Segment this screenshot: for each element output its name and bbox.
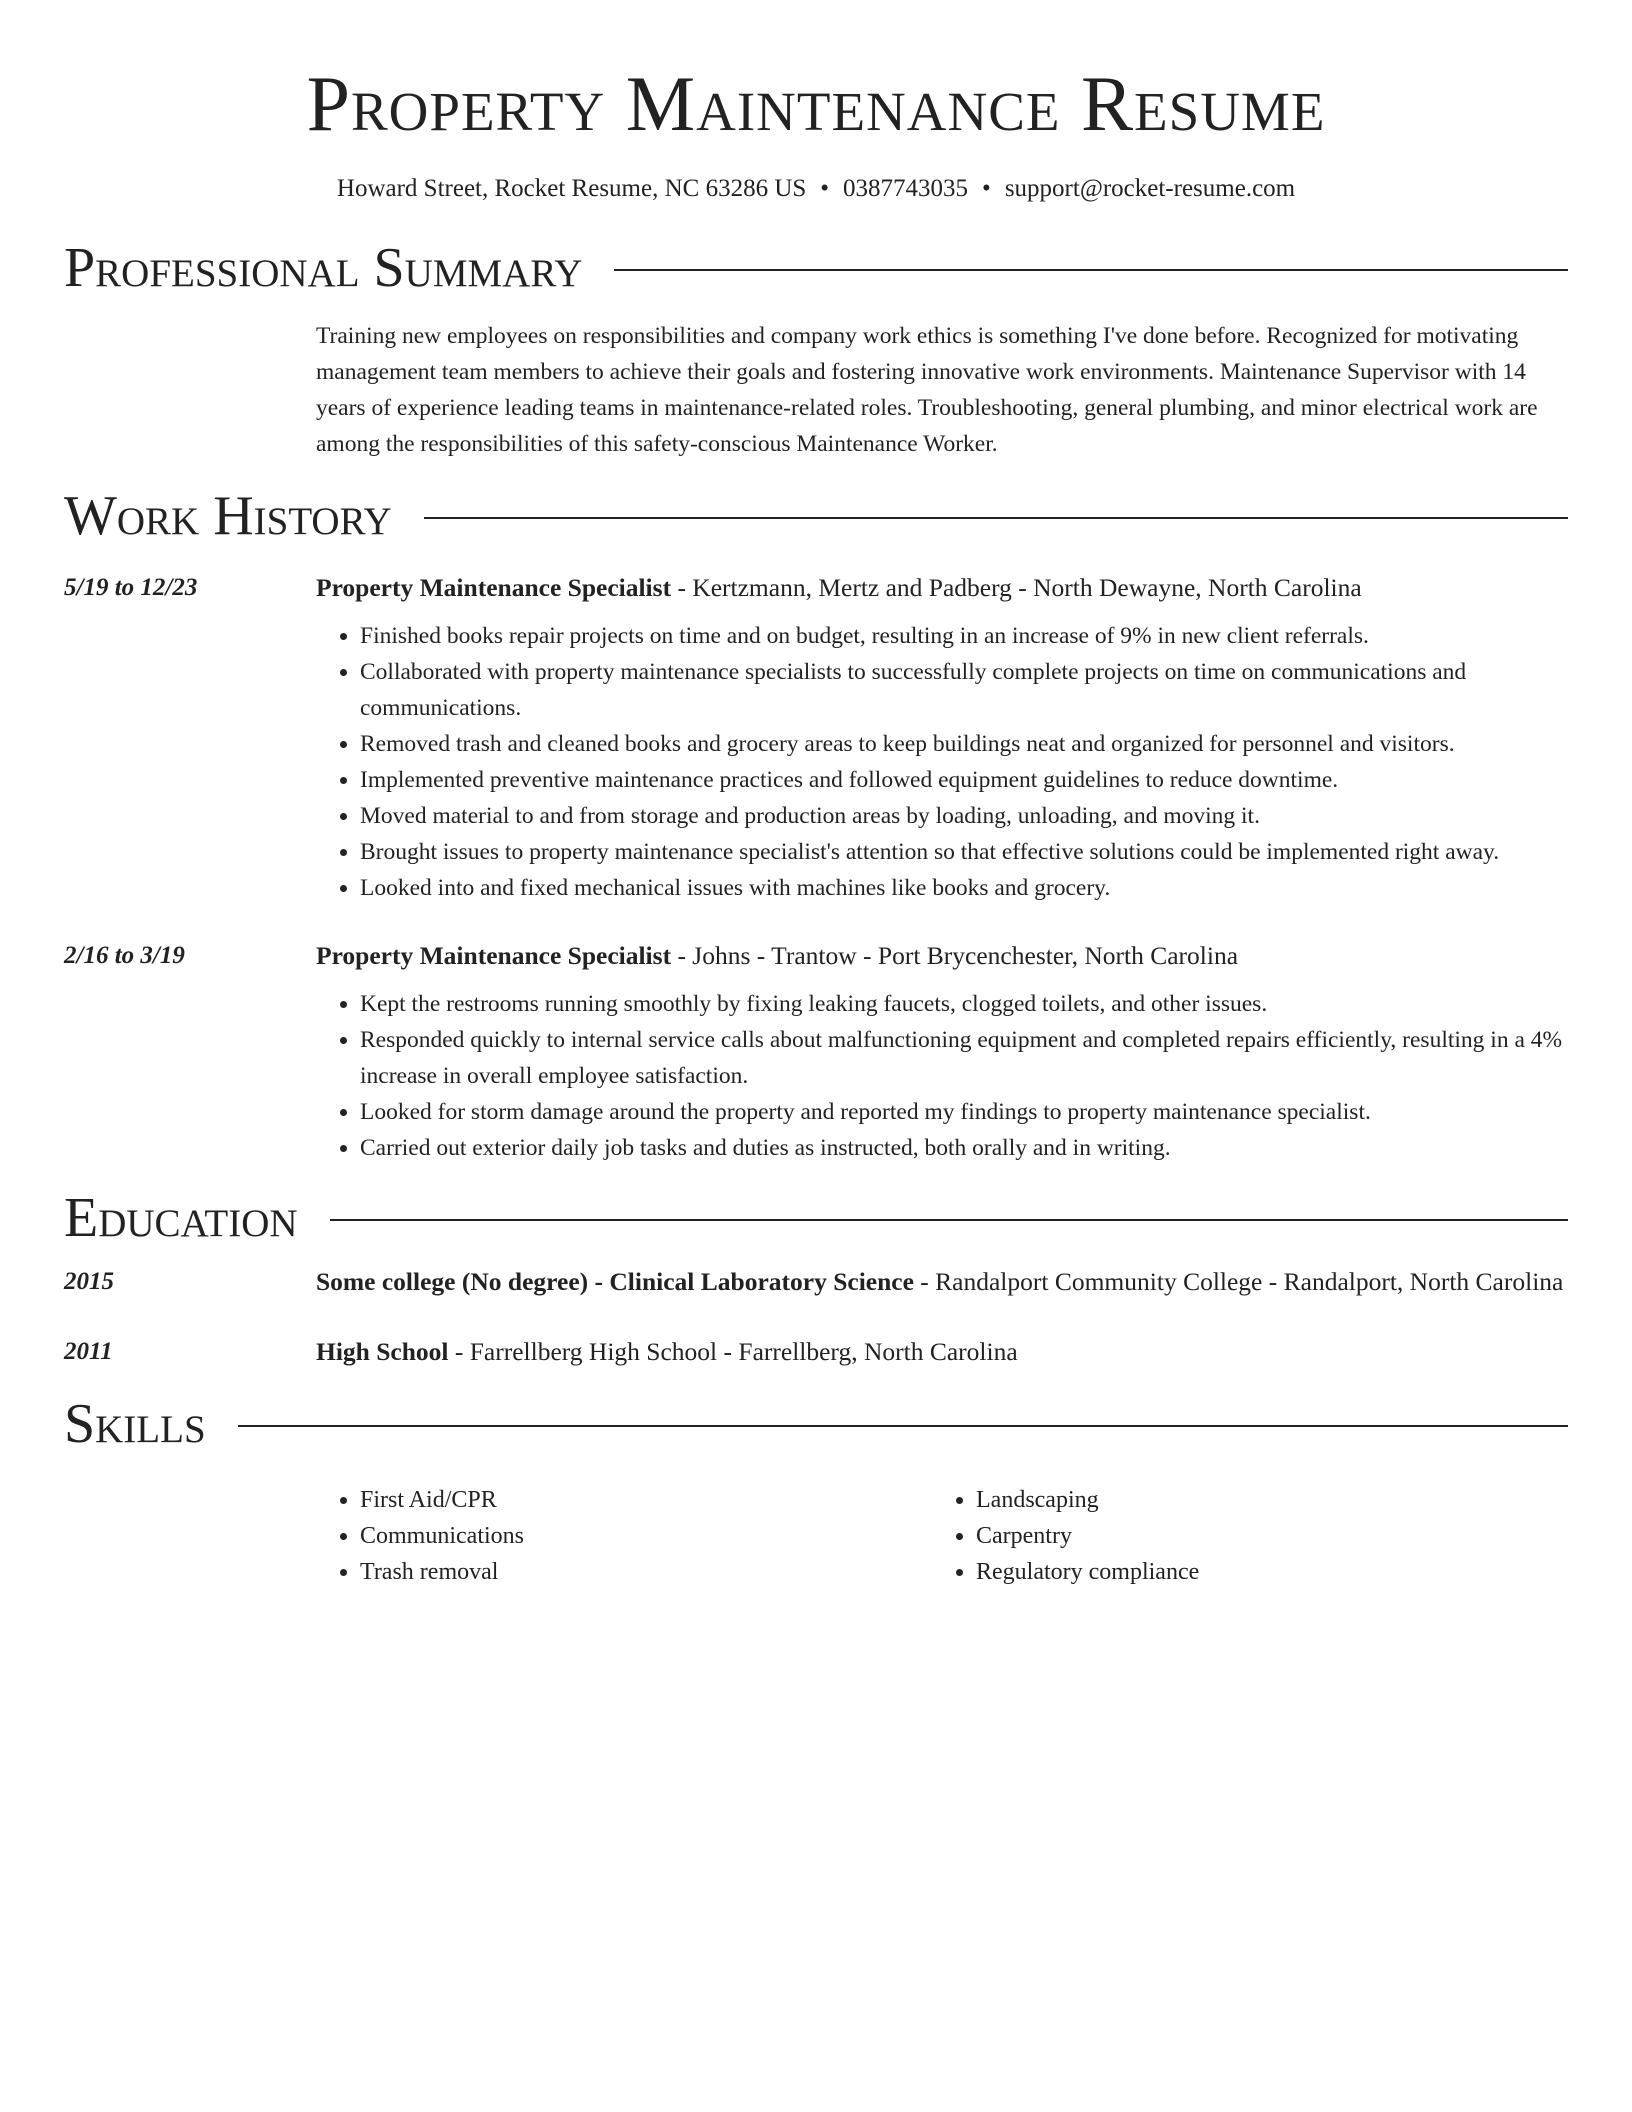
education-year: 2015 [64, 1268, 114, 1295]
skill-item: • Communications [360, 1518, 932, 1554]
job-bullets [316, 618, 1568, 906]
resume-title: Property Maintenance Resume [306, 60, 1326, 147]
contact-line [64, 174, 1568, 204]
work-heading: Work History [64, 485, 392, 547]
skills-column [932, 1482, 1536, 1590]
education-headline [316, 1332, 1568, 1372]
education-details: - Randalport Community College - Randalport, North Carolina [913, 1267, 1564, 1296]
job-bullet: • Removed trash and cleaned books and grocery areas to keep buildings neat and organized for personnel and visitors. [360, 726, 1568, 762]
education-details: - Farrellberg High School - Farrellberg, North Carolina [448, 1337, 1018, 1366]
skills-column [316, 1482, 932, 1590]
education-heading: Education [64, 1187, 298, 1249]
job-bullets [316, 986, 1568, 1166]
job-title: Property Maintenance Specialist [316, 941, 672, 970]
education-degree: Some college (No degree) - Clinical Laboratory Science [316, 1267, 914, 1296]
job-bullet: • Looked into and fixed mechanical issues with machines like books and grocery. [360, 870, 1568, 906]
education-body [316, 1262, 1568, 1302]
job-entry [64, 936, 1568, 1166]
skill-item: • Trash removal [360, 1554, 932, 1590]
job-bullet: • Carried out exterior daily job tasks and duties as instructed, both orally and in writing. [360, 1130, 1568, 1166]
summary-section-heading [64, 238, 1568, 298]
section-divider [424, 517, 1568, 519]
contact-separator: • [982, 175, 991, 202]
education-section-heading [64, 1188, 1568, 1248]
skills-heading: Skills [64, 1393, 206, 1455]
job-details: - Johns - Trantow - Port Brycenchester, North Carolina [671, 941, 1239, 970]
skill-item: • Landscaping [976, 1482, 1536, 1518]
job-title: Property Maintenance Specialist [316, 573, 672, 602]
education-entry [64, 1262, 1568, 1302]
job-bullet: • Finished books repair projects on time and on budget, resulting in an increase of 9% in new client referrals. [360, 618, 1568, 654]
job-bullet: • Collaborated with property maintenance specialists to successfully complete projects on time on communications and communications. [360, 654, 1568, 726]
skills-section-heading [64, 1394, 1568, 1454]
job-entry [64, 568, 1568, 906]
education-headline [316, 1262, 1568, 1302]
job-bullet: • Implemented preventive maintenance practices and followed equipment guidelines to reduce downtime. [360, 762, 1568, 798]
skill-item: • Regulatory compliance [976, 1554, 1536, 1590]
job-bullet: • Responded quickly to internal service calls about malfunctioning equipment and completed repairs efficiently, resulting in a 4% increase in overall employee satisfaction. [360, 1022, 1568, 1094]
resume-header [64, 0, 1568, 204]
skill-item: • First Aid/CPR [360, 1482, 932, 1518]
section-divider [330, 1219, 1568, 1221]
section-divider [238, 1425, 1568, 1427]
contact-email: support@rocket-resume.com [1004, 175, 1296, 202]
job-bullet: • Brought issues to property maintenance specialist's attention so that effective solutions could be implemented right away. [360, 834, 1568, 870]
job-bullet: • Looked for storm damage around the property and reported my findings to property maintenance specialist. [360, 1094, 1568, 1130]
education-degree: High School [316, 1337, 449, 1366]
education-year: 2011 [64, 1338, 113, 1365]
job-headline [316, 936, 1568, 976]
skill-item: • Carpentry [976, 1518, 1536, 1554]
job-dates: 2/16 to 3/19 [64, 942, 185, 969]
job-details: - Kertzmann, Mertz and Padberg - North Dewayne, North Carolina [671, 573, 1362, 602]
job-dates: 5/19 to 12/23 [64, 574, 198, 601]
contact-phone: 0387743035 [843, 175, 969, 202]
contact-address: Howard Street, Rocket Resume, NC 63286 US [336, 175, 807, 202]
education-body [316, 1332, 1568, 1372]
job-body [316, 568, 1568, 906]
work-section-heading [64, 486, 1568, 546]
resume-page [64, 0, 1568, 1590]
job-bullet: • Moved material to and from storage and production areas by loading, unloading, and moving it. [360, 798, 1568, 834]
job-headline [316, 568, 1568, 608]
contact-separator: • [820, 175, 830, 202]
summary-heading: Professional Summary [64, 237, 583, 299]
job-body [316, 936, 1568, 1166]
education-entry [64, 1332, 1568, 1372]
skills-list [316, 1482, 1568, 1590]
job-bullet: • Kept the restrooms running smoothly by fixing leaking faucets, clogged toilets, and other issues. [360, 986, 1568, 1022]
summary-text: Training new employees on responsibilities and company work ethics is something I've done before. Recognized for motivating management team members to achieve their goals and fostering innovative work environments. Maintenance Supervisor with 14 years of experience leading teams in maintenance-related roles. Troubleshooting, general plumbing, and minor electrical work are among the responsibilities of this safety-conscious Maintenance Worker. [316, 323, 1538, 457]
section-divider [614, 269, 1568, 271]
